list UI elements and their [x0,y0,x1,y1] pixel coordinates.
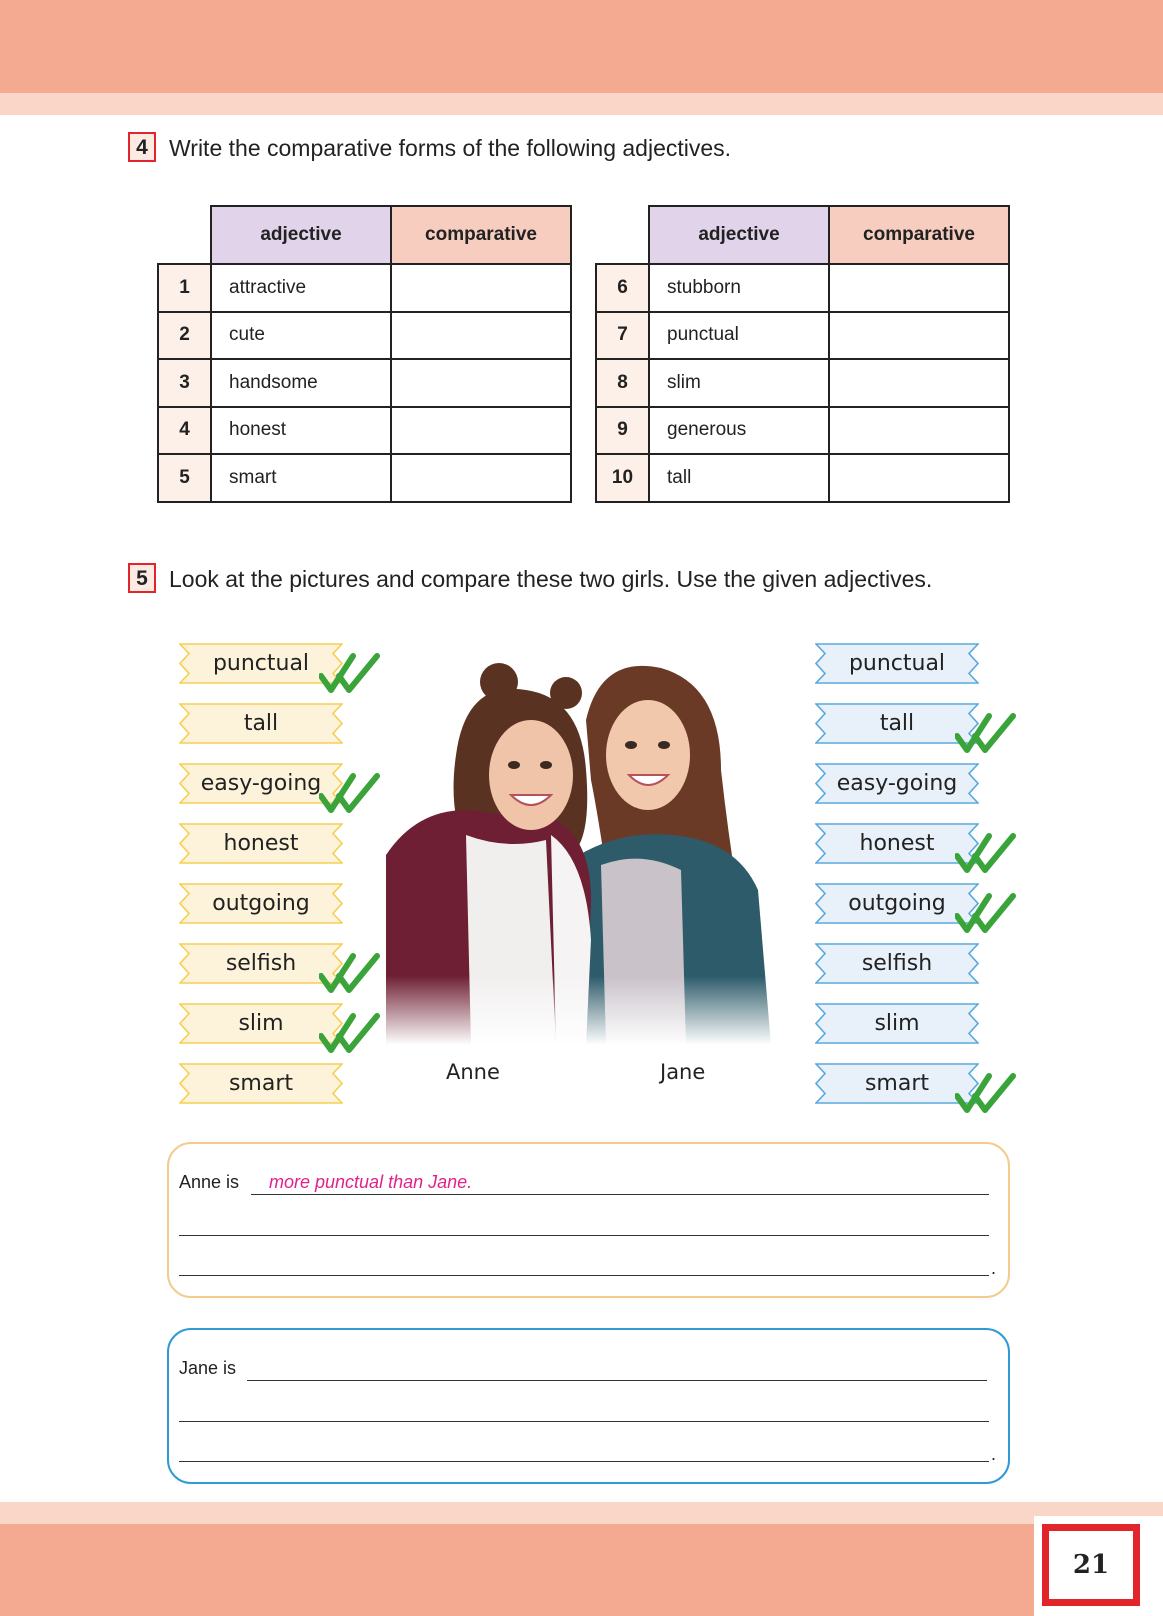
checkmark-icon [319,652,383,696]
checkmark-icon [319,772,383,816]
table-row [596,407,1009,455]
anne-name-label: Anne [446,1060,500,1084]
adjective-cell: generous [649,407,829,455]
comparative-answer-cell[interactable] [829,264,1009,312]
checkmark-icon [955,892,1019,936]
adjective-cell: slim [649,359,829,407]
adjective-cell: attractive [211,264,391,312]
adjective-tag-label: honest [859,831,935,856]
adjective-tag-label: easy-going [200,771,322,796]
row-number: 2 [158,312,211,360]
adjective-cell: punctual [649,312,829,360]
adjective-cell: cute [211,312,391,360]
adjectives-table-left [157,205,572,503]
top-banner [0,0,1163,93]
checkmark-icon [955,712,1019,756]
exercise-5-number: 5 [128,563,156,593]
checkmark-icon [955,832,1019,876]
checkmark-icon [955,1072,1019,1116]
row-number: 6 [596,264,649,312]
writing-line[interactable] [179,1421,989,1422]
adjective-cell: tall [649,454,829,502]
header-comparative: comparative [829,206,1009,264]
adjective-tag-label: smart [228,1071,294,1096]
comparative-answer-cell[interactable] [391,359,571,407]
adjective-tag-label: selfish [225,951,297,976]
comparative-answer-cell[interactable] [829,312,1009,360]
adjective-tag-label: outgoing [212,891,310,916]
adjective-tag-label: smart [864,1071,930,1096]
row-number: 1 [158,264,211,312]
header-comparative: comparative [391,206,571,264]
adjective-tag-label: slim [238,1011,284,1036]
jane-adjective-tag [815,643,979,684]
adjective-tag-label: punctual [212,651,310,676]
row-number: 9 [596,407,649,455]
adjective-tag-label: punctual [848,651,946,676]
adjective-tag-label: slim [874,1011,920,1036]
anne-writing-box [167,1142,1010,1298]
anne-adjective-tag [179,883,343,924]
sentence-period: . [991,1258,997,1278]
table-row [596,359,1009,407]
writing-line[interactable] [179,1235,989,1236]
row-number: 4 [158,407,211,455]
table-row [158,264,571,312]
anne-adjective-tag [179,823,343,864]
table-row [158,407,571,455]
table-row [596,312,1009,360]
adjective-tag-label: tall [879,711,915,736]
bottom-banner [0,1524,1163,1616]
row-number: 8 [596,359,649,407]
checkmark-icon [319,952,383,996]
comparative-answer-cell[interactable] [829,454,1009,502]
comparative-answer-cell[interactable] [391,312,571,360]
photo-two-girls [386,660,786,1045]
exercise-4-instruction: Write the comparative forms of the following adjectives. [169,135,732,161]
comparative-answer-cell[interactable] [391,407,571,455]
jane-prompt: Jane is [179,1358,237,1378]
writing-line[interactable] [179,1461,989,1462]
adjective-tag-label: honest [223,831,299,856]
adjectives-table-right [595,205,1010,503]
adjective-tag-label: easy-going [836,771,958,796]
writing-line[interactable] [247,1380,987,1381]
example-answer: more punctual than Jane. [269,1172,473,1192]
table-row [596,454,1009,502]
checkmark-icon [319,1012,383,1056]
adjective-cell: honest [211,407,391,455]
comparative-answer-cell[interactable] [829,407,1009,455]
jane-adjective-tag [815,943,979,984]
comparative-answer-cell[interactable] [829,359,1009,407]
adjective-tag-label: tall [243,711,279,736]
jane-adjective-tag [815,763,979,804]
writing-line[interactable] [251,1194,989,1195]
adjective-cell: stubborn [649,264,829,312]
jane-writing-box [167,1328,1010,1484]
adjective-tag-label: selfish [861,951,933,976]
adjective-cell: smart [211,454,391,502]
comparative-answer-cell[interactable] [391,454,571,502]
anne-adjective-tag [179,1063,343,1104]
top-banner-stripe [0,93,1163,115]
page-number: 21 [1042,1524,1140,1606]
table-row [596,264,1009,312]
table-row [158,454,571,502]
row-number: 3 [158,359,211,407]
adjective-cell: handsome [211,359,391,407]
comparative-answer-cell[interactable] [391,264,571,312]
jane-adjective-tag [815,1003,979,1044]
table-row [158,359,571,407]
anne-adjective-tag [179,703,343,744]
row-number: 7 [596,312,649,360]
anne-prompt: Anne is [179,1172,240,1192]
table-row [158,312,571,360]
bottom-banner-stripe [0,1502,1163,1524]
row-number: 5 [158,454,211,502]
sentence-period: . [991,1444,997,1464]
exercise-4-number: 4 [128,132,156,162]
header-adjective: adjective [211,206,391,264]
header-adjective: adjective [649,206,829,264]
adjective-tag-label: outgoing [848,891,946,916]
row-number: 10 [596,454,649,502]
writing-line[interactable] [179,1275,989,1276]
jane-name-label: Jane [660,1060,706,1084]
exercise-5-instruction: Look at the pictures and compare these two girls. Use the given adjectives. [169,566,933,592]
